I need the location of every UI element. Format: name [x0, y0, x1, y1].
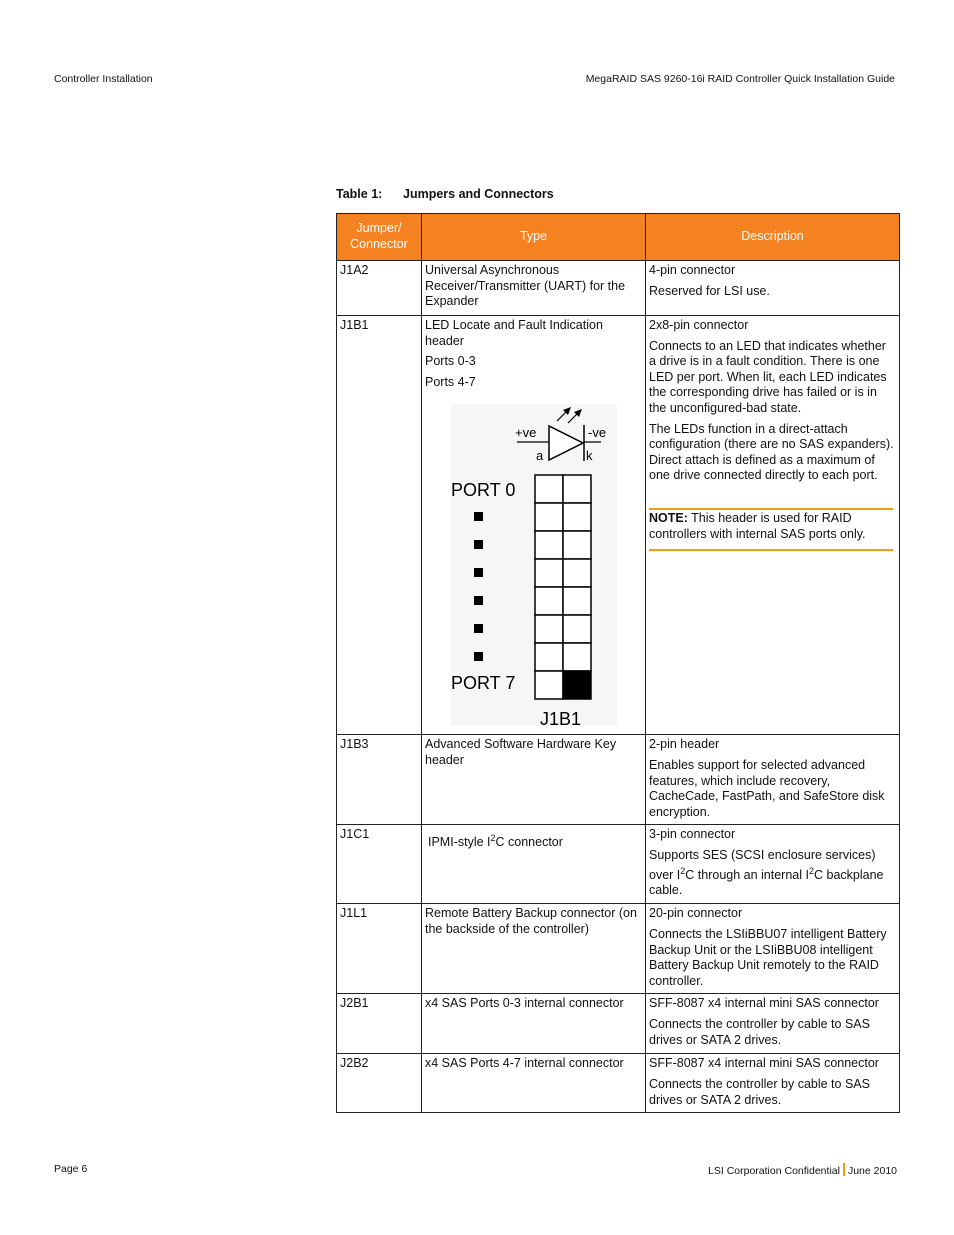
description-cell: 4-pin connector Reserved for LSI use. [646, 261, 900, 316]
description-cell: 2x8-pin connector Connects to an LED that indicates whether a drive is in a fault condition. There is one LED per port. When lit, each LED indicates the corresponding drive has failed or is in the unconfigured-bad state. The LEDs function in a direct-attach configuration (there are no SAS expanders). Direct attach is defined as a maximum of one drive connected directly to each port. NOTE: This header is used for RAID controllers with internal SAS ports only. [646, 316, 900, 735]
table-caption [336, 187, 554, 201]
pin-cell [563, 531, 591, 559]
port-7-label: PORT 7 [451, 673, 516, 694]
pin-cell [535, 587, 563, 615]
jumper-id: J2B1 [337, 994, 422, 1054]
type-cell: x4 SAS Ports 4-7 internal connector [422, 1054, 646, 1113]
note-text: This header is used for RAID controllers with internal SAS ports only. [649, 510, 866, 541]
pin-cell [563, 643, 591, 671]
type-cell: IPMI-style $I^2C$ connector [422, 825, 646, 904]
pin-cell [535, 475, 563, 503]
column-header-type: Type [422, 214, 646, 261]
jumper-id: J2B2 [337, 1054, 422, 1113]
description-cell: SFF-8087 x4 internal mini SAS connector Connects the controller by cable to SAS drives or SATA 2 drives. [646, 1054, 900, 1113]
jumper-id: J1B1 [337, 316, 422, 735]
footer-divider [843, 1163, 845, 1176]
note-box [649, 508, 893, 551]
j1b1-diagram-title: J1B1 [540, 709, 582, 727]
column-header-jumper: Jumper/ Connector [337, 214, 422, 261]
pin-cell [563, 559, 591, 587]
table-row [337, 825, 900, 904]
table-row [337, 261, 900, 316]
type-cell: Remote Battery Backup connector (on the backside of the controller) [422, 904, 646, 994]
port-indicator-square [474, 596, 483, 605]
footer-confidential: LSI Corporation Confidential June 2010 [708, 1165, 897, 1177]
pin-cell [563, 475, 591, 503]
port-0-label: PORT 0 [451, 480, 516, 501]
j1b1-header-diagram [451, 404, 617, 726]
port-indicator-square [474, 568, 483, 577]
description-cell: 2-pin header Enables support for selected advanced features, which include recovery, CacheCade, FastPath, and SafeStore disk encryption. [646, 735, 900, 825]
pin-cell [563, 587, 591, 615]
jumper-id: J1B3 [337, 735, 422, 825]
port-indicator-square [474, 540, 483, 549]
pin-cell [535, 643, 563, 671]
table-row [337, 735, 900, 825]
running-header-title: MegaRAID SAS 9260-16i RAID Controller Quick Installation Guide [585, 73, 895, 85]
anode-polarity-label: +ve [515, 425, 537, 441]
pin-cell [535, 531, 563, 559]
jumper-id: J1A2 [337, 261, 422, 316]
cathode-letter: k [586, 448, 593, 464]
table-caption-number: Table 1: [336, 187, 383, 201]
type-cell: LED Locate and Fault Indication header Ports 0-3 Ports 4-7 +ve -ve a k PORT 0 PORT 7 J1B1 [422, 316, 646, 735]
description-cell: SFF-8087 x4 internal mini SAS connector Connects the controller by cable to SAS drives or SATA 2 drives. [646, 994, 900, 1054]
jumper-id: J1C1 [337, 825, 422, 904]
table-header-row [337, 214, 900, 261]
pin-cell [535, 559, 563, 587]
pin-grid [535, 475, 591, 699]
type-cell: Advanced Software Hardware Key header [422, 735, 646, 825]
table-row [337, 316, 900, 735]
description-cell: 20-pin connector Connects the LSIiBBU07 intelligent Battery Backup Unit or the LSIiBBU08 intelligent Battery Backup Unit remotely to the RAID controller. [646, 904, 900, 994]
type-cell: Universal Asynchronous Receiver/Transmitter (UART) for the Expander [422, 261, 646, 316]
page-number: Page 6 [54, 1163, 88, 1175]
table-row [337, 994, 900, 1054]
pin-cell [563, 615, 591, 643]
port-indicator-square [474, 624, 483, 633]
port-indicator-square [474, 652, 483, 661]
pin-cell [563, 503, 591, 531]
type-cell: x4 SAS Ports 0-3 internal connector [422, 994, 646, 1054]
running-header-section: Controller Installation [54, 73, 153, 85]
note-label: NOTE: [649, 510, 688, 525]
pin-cell [535, 671, 563, 699]
pin-cell-filled [563, 671, 591, 699]
table-row [337, 904, 900, 994]
pin-cell [535, 503, 563, 531]
column-header-description: Description [646, 214, 900, 261]
jumpers-connectors-table [336, 213, 900, 1113]
port-indicator-square [474, 512, 483, 521]
table-row [337, 1054, 900, 1113]
description-cell: 3-pin connector Supports SES (SCSI enclosure services) over $I^2C$ through an internal $I^2C$ backplane cable. [646, 825, 900, 904]
table-caption-title: Jumpers and Connectors [403, 187, 554, 201]
jumper-id: J1L1 [337, 904, 422, 994]
cathode-polarity-label: -ve [588, 425, 607, 441]
pin-cell [535, 615, 563, 643]
anode-letter: a [536, 448, 544, 464]
